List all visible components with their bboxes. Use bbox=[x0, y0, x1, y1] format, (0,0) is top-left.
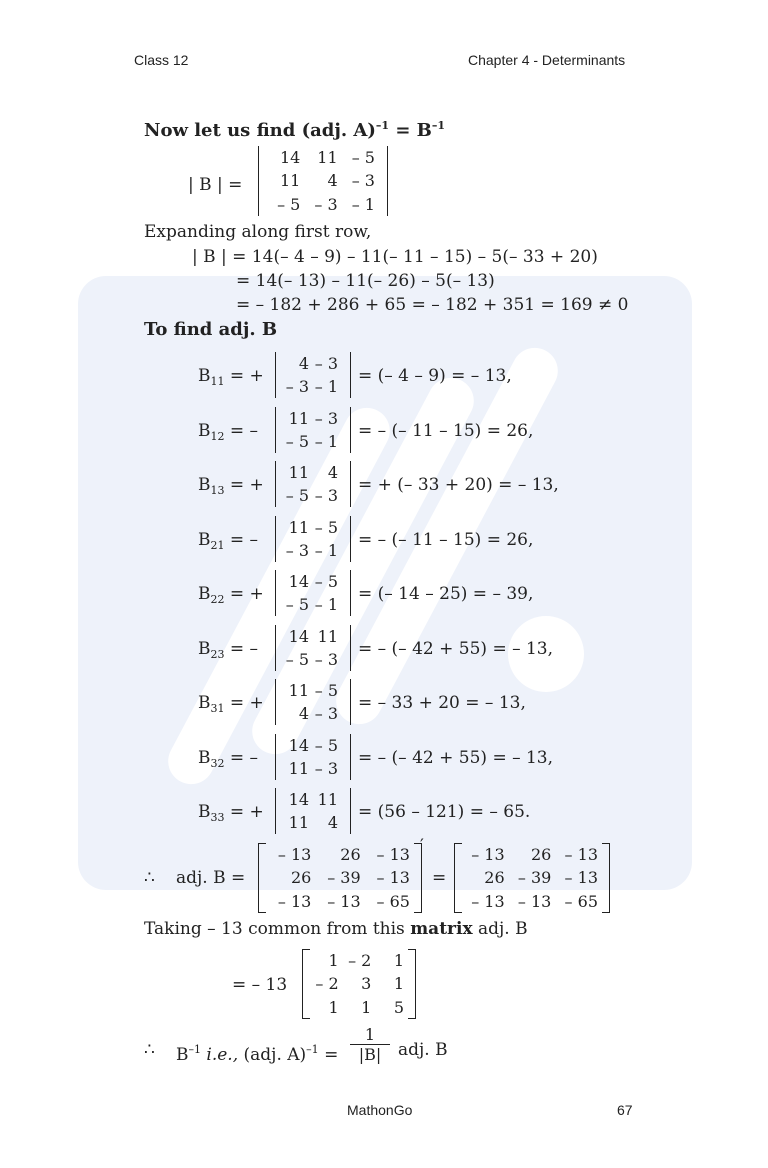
common-factor-matrix bbox=[302, 949, 416, 1019]
matrix-grid bbox=[276, 625, 350, 671]
equals-sign: = bbox=[432, 868, 447, 888]
adj-b-cell: 26 bbox=[484, 868, 505, 888]
cofactor-det-cell: – 1 bbox=[314, 595, 338, 614]
cofactor-det-cell: – 3 bbox=[314, 408, 338, 428]
cofactor-sign: = – bbox=[224, 529, 259, 550]
det-b-cell: – 3 bbox=[351, 171, 375, 191]
matrix-grid bbox=[258, 843, 422, 913]
cofactor-b: B bbox=[198, 475, 211, 495]
header-chapter: Chapter 4 - Determinants bbox=[468, 52, 626, 68]
matrix-grid bbox=[276, 734, 350, 780]
cofactor-sign: = – bbox=[224, 420, 259, 441]
det-b-matrix bbox=[258, 146, 388, 216]
cofactor-det-cell: 4 bbox=[298, 354, 309, 373]
fraction-denominator: |B| bbox=[358, 1045, 382, 1064]
cofactor-subscript: 23 bbox=[210, 647, 225, 661]
cofactor-label bbox=[198, 584, 264, 610]
cofactor-label bbox=[198, 748, 258, 774]
cofactor-det-cell: – 5 bbox=[314, 517, 338, 537]
adj-b-cell: – 13 bbox=[471, 891, 505, 911]
cofactor-det-cell: – 3 bbox=[285, 377, 309, 396]
cofactor-result: = – (– 11 – 15) = 26, bbox=[358, 529, 534, 550]
cofactor-label bbox=[198, 802, 264, 828]
cofactor-det-cell: 11 bbox=[288, 758, 309, 778]
det-b-cell: 4 bbox=[327, 171, 338, 191]
cofactor-sign: = + bbox=[224, 366, 264, 386]
common-matrix-cell: – 2 bbox=[315, 974, 339, 994]
taking-bold: matrix bbox=[410, 919, 473, 939]
cofactor-label bbox=[198, 530, 258, 556]
heading-sup: –1 bbox=[375, 119, 390, 132]
cofactor-sign: = + bbox=[224, 584, 264, 604]
heading-sup: –1 bbox=[431, 119, 446, 132]
taking-post: adj. B bbox=[472, 919, 528, 939]
common-matrix-cell: 1 bbox=[328, 951, 339, 971]
common-matrix-cell: 1 bbox=[361, 997, 372, 1017]
cofactor-b: B bbox=[198, 638, 211, 659]
cofactor-det-cell: 14 bbox=[288, 790, 309, 809]
cofactor-result: = – (– 42 + 55) = – 13, bbox=[358, 747, 554, 768]
therefore-symbol: ∴ bbox=[144, 868, 155, 888]
cofactor-det-cell: 4 bbox=[298, 704, 309, 723]
cofactor-determinant bbox=[275, 625, 351, 671]
cofactor-det-cell: – 1 bbox=[314, 377, 338, 396]
cofactor-det-cell: 4 bbox=[327, 463, 338, 482]
cofactor-det-cell: 14 bbox=[288, 735, 309, 755]
cofactor-det-cell: 11 bbox=[288, 517, 309, 537]
fraction-one-over-det bbox=[350, 1026, 390, 1065]
cofactor-determinant bbox=[275, 461, 351, 507]
final-line bbox=[176, 1040, 338, 1065]
final-eq: = bbox=[318, 1045, 339, 1065]
cofactor-det-cell: – 3 bbox=[314, 704, 338, 723]
cofactor-subscript: 32 bbox=[210, 756, 225, 770]
adj-b-cell: – 65 bbox=[564, 891, 598, 911]
cofactor-sign: = – bbox=[224, 638, 259, 659]
cofactor-sign: = + bbox=[224, 802, 264, 822]
cofactor-result: = (– 14 – 25) = – 39, bbox=[358, 584, 534, 604]
det-b-cell: – 1 bbox=[351, 194, 375, 214]
adj-b-matrix bbox=[454, 843, 610, 913]
cofactor-det-cell: 14 bbox=[288, 626, 309, 646]
cofactor-b: B bbox=[198, 366, 211, 386]
cofactor-determinant bbox=[275, 516, 351, 562]
adj-b-transpose-cell: – 65 bbox=[376, 891, 410, 911]
cofactor-subscript: 33 bbox=[210, 811, 225, 824]
matrix-grid bbox=[276, 788, 350, 834]
cofactor-det-cell: – 3 bbox=[314, 354, 338, 373]
cofactor-det-cell: 11 bbox=[288, 813, 309, 832]
cofactor-b: B bbox=[198, 584, 211, 604]
matrix-grid bbox=[276, 570, 350, 616]
common-matrix-cell: 1 bbox=[393, 974, 404, 994]
cofactor-sign: = – bbox=[224, 747, 259, 768]
cofactor-det-cell: – 3 bbox=[285, 540, 309, 560]
adj-b-cell: – 13 bbox=[471, 845, 505, 865]
transpose-prime: ′ bbox=[420, 836, 424, 856]
cofactor-label bbox=[198, 475, 264, 501]
adj-b-cell: – 13 bbox=[517, 891, 552, 911]
expansion-line-2: = 14(– 13) – 11(– 26) – 5(– 13) bbox=[236, 271, 495, 291]
matrix-grid bbox=[454, 843, 610, 913]
det-b-label: | B | = bbox=[188, 175, 243, 195]
final-ie: i.e., bbox=[201, 1045, 239, 1065]
taking-common-text bbox=[144, 919, 528, 939]
cofactor-result: = – (– 42 + 55) = – 13, bbox=[358, 638, 554, 659]
expansion-line-3: = – 182 + 286 + 65 = – 182 + 351 = 169 ≠ 0 bbox=[236, 295, 629, 315]
common-matrix-cell: 1 bbox=[328, 997, 339, 1017]
cofactor-det-cell: – 5 bbox=[285, 649, 309, 669]
footer-page-number: 67 bbox=[617, 1102, 633, 1118]
cofactor-determinant bbox=[275, 407, 351, 453]
cofactor-b: B bbox=[198, 802, 211, 822]
adj-b-label: adj. B = bbox=[176, 868, 246, 888]
det-b-cell: – 5 bbox=[277, 194, 301, 214]
cofactor-label bbox=[198, 421, 258, 447]
cofactor-b: B bbox=[198, 693, 211, 713]
matrix-grid bbox=[276, 407, 350, 453]
cofactor-det-cell: – 3 bbox=[314, 649, 338, 669]
common-matrix-cell: 1 bbox=[393, 951, 404, 971]
cofactor-det-cell: 11 bbox=[317, 626, 338, 646]
cofactor-determinant bbox=[275, 570, 351, 616]
common-matrix-cell: 5 bbox=[393, 997, 404, 1017]
cofactor-label bbox=[198, 366, 264, 392]
cofactor-det-cell: 11 bbox=[317, 790, 338, 809]
cofactor-result: = – (– 11 – 15) = 26, bbox=[358, 420, 534, 441]
matrix-grid bbox=[302, 949, 416, 1019]
det-b-cell: – 3 bbox=[314, 194, 338, 214]
matrix-grid bbox=[276, 461, 350, 507]
heading-text-mid: = B bbox=[389, 120, 432, 141]
adj-b-cell: – 13 bbox=[564, 868, 598, 888]
expanding-text: Expanding along first row, bbox=[144, 222, 372, 242]
cofactor-det-cell: 4 bbox=[327, 813, 338, 832]
matrix-grid bbox=[276, 352, 350, 398]
cofactor-det-cell: 14 bbox=[288, 572, 309, 591]
expansion-line-1: | B | = 14(– 4 – 9) – 11(– 11 – 15) – 5(– 33 + 20) bbox=[192, 247, 598, 267]
cofactor-determinant bbox=[275, 788, 351, 834]
taking-pre: Taking – 13 common from this bbox=[144, 919, 411, 939]
common-matrix-cell: – 2 bbox=[348, 951, 372, 971]
cofactor-subscript: 13 bbox=[210, 484, 225, 497]
adj-b-transpose-cell: 26 bbox=[290, 868, 312, 888]
common-matrix-cell: 3 bbox=[361, 974, 372, 994]
heading-text: Now let us find (adj. A) bbox=[144, 120, 376, 141]
adj-b-transpose-cell: – 13 bbox=[376, 868, 410, 888]
cofactor-det-cell: – 1 bbox=[314, 540, 338, 560]
adj-b-transpose-cell: – 13 bbox=[376, 845, 410, 865]
cofactor-det-cell: 11 bbox=[288, 681, 309, 700]
adj-b-cell: 26 bbox=[530, 845, 552, 865]
cofactor-b: B bbox=[198, 747, 211, 768]
adj-b-transpose-cell: – 13 bbox=[277, 891, 312, 911]
det-b-cell: 11 bbox=[279, 171, 301, 191]
adj-b-cell: – 13 bbox=[564, 845, 598, 865]
cofactor-det-cell: 11 bbox=[288, 463, 309, 482]
cofactor-det-cell: 11 bbox=[288, 408, 309, 428]
cofactor-result: = (56 – 121) = – 65. bbox=[358, 802, 531, 822]
det-b-cell: 11 bbox=[317, 148, 338, 168]
footer-brand: MathonGo bbox=[347, 1102, 413, 1118]
adj-b-cell: – 39 bbox=[517, 868, 552, 888]
cofactor-det-cell: – 5 bbox=[285, 595, 309, 614]
cofactor-b: B bbox=[198, 529, 211, 550]
matrix-grid bbox=[276, 679, 350, 725]
adj-b-transpose-matrix bbox=[258, 843, 422, 913]
cofactor-subscript: 22 bbox=[210, 593, 225, 606]
cofactor-result: = – 33 + 20 = – 13, bbox=[358, 693, 526, 713]
cofactor-det-cell: – 3 bbox=[314, 486, 338, 505]
adj-b-transpose-cell: – 13 bbox=[277, 845, 312, 865]
cofactor-subscript: 21 bbox=[210, 538, 225, 552]
cofactor-det-cell: – 5 bbox=[314, 572, 338, 591]
cofactor-det-cell: – 5 bbox=[314, 681, 338, 700]
heading-find-inverse bbox=[144, 116, 445, 141]
heading-find-adj: To find adj. B bbox=[144, 319, 278, 340]
final-adj-b: adj. B bbox=[398, 1040, 448, 1060]
fraction-numerator: 1 bbox=[350, 1026, 390, 1045]
cofactor-label bbox=[198, 693, 264, 719]
cofactor-subscript: 11 bbox=[210, 375, 225, 388]
cofactor-det-cell: – 5 bbox=[285, 486, 309, 505]
cofactor-result: = + (– 33 + 20) = – 13, bbox=[358, 475, 559, 495]
matrix-grid bbox=[259, 146, 387, 216]
cofactor-determinant bbox=[275, 352, 351, 398]
final-sup2: –1 bbox=[306, 1043, 319, 1056]
adj-b-transpose-cell: – 13 bbox=[327, 891, 361, 911]
cofactor-det-cell: – 5 bbox=[314, 735, 338, 755]
adj-b-transpose-cell: 26 bbox=[340, 845, 361, 865]
adj-b-transpose-cell: – 39 bbox=[327, 868, 361, 888]
cofactor-sign: = + bbox=[224, 693, 264, 713]
cofactor-label bbox=[198, 639, 258, 665]
final-b: B bbox=[176, 1045, 189, 1065]
cofactor-sign: = + bbox=[224, 475, 264, 495]
cofactor-determinant bbox=[275, 679, 351, 725]
final-adj: (adj. A) bbox=[238, 1045, 307, 1065]
header-class: Class 12 bbox=[134, 52, 189, 68]
cofactor-result: = (– 4 – 9) = – 13, bbox=[358, 366, 512, 386]
cofactor-determinant bbox=[275, 734, 351, 780]
cofactor-subscript: 12 bbox=[210, 429, 225, 443]
final-therefore: ∴ bbox=[144, 1040, 155, 1060]
cofactor-subscript: 31 bbox=[210, 702, 225, 715]
cofactor-det-cell: – 3 bbox=[314, 758, 338, 778]
cofactor-det-cell: – 1 bbox=[314, 431, 338, 451]
matrix-grid bbox=[276, 516, 350, 562]
common-factor-label: = – 13 bbox=[232, 975, 288, 995]
det-b-cell: – 5 bbox=[351, 148, 375, 168]
det-b-cell: 14 bbox=[279, 148, 301, 168]
final-sup: –1 bbox=[188, 1043, 201, 1056]
cofactor-det-cell: – 5 bbox=[285, 431, 309, 451]
cofactor-b: B bbox=[198, 420, 211, 441]
